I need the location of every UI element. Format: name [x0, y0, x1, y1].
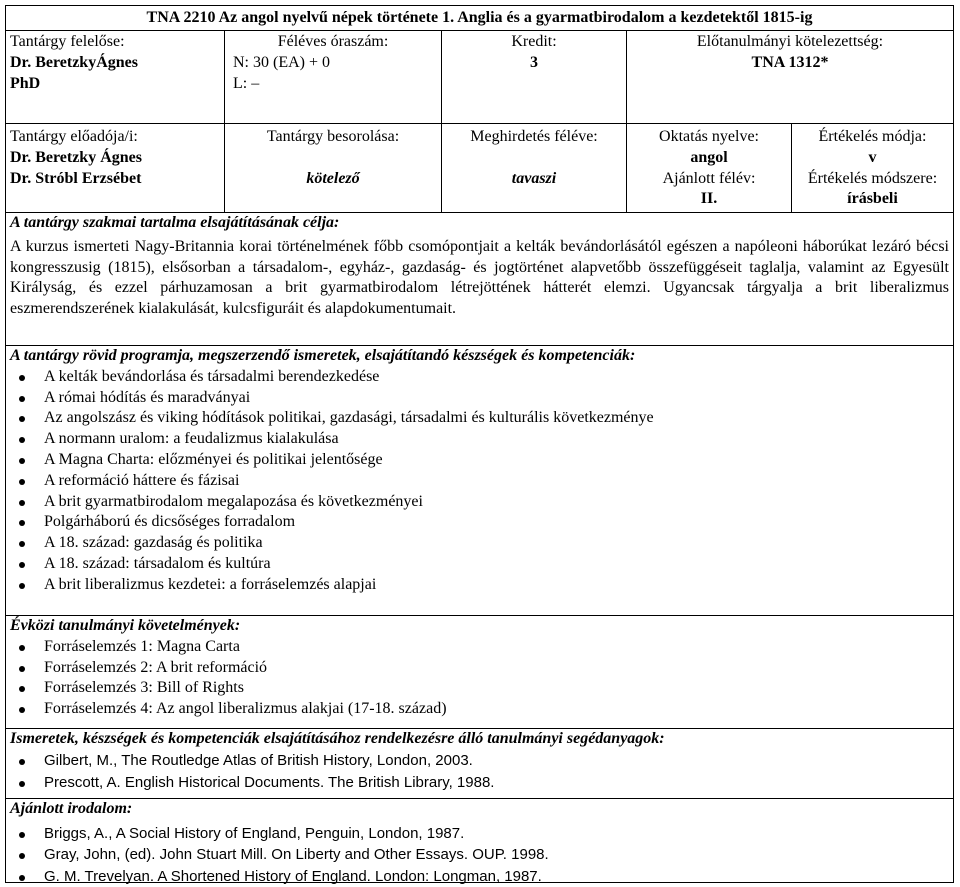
hours-cell	[224, 31, 441, 123]
program-list	[10, 367, 949, 596]
classification-cell	[224, 124, 441, 212]
lecturer-1: Dr. Beretzky Ágnes	[10, 148, 142, 166]
reading-title: Ajánlott irodalom:	[10, 800, 133, 817]
info-row-2	[6, 123, 953, 212]
responsible-label: Tantárgy felelőse:	[10, 33, 125, 50]
credit-value: 3	[530, 53, 538, 71]
list-item: A 18. század: gazdaság és politika	[44, 533, 949, 554]
list-item: A Magna Charta: előzményei és politikai jelentősége	[44, 450, 949, 471]
list-item: Briggs, A., A Social History of England, Penguin, London, 1987.	[44, 824, 949, 844]
responsible-name: Dr. BeretzkyÁgnes	[10, 53, 138, 71]
credit-label: Kredit:	[511, 33, 557, 50]
list-item: Forráselemzés 2: A brit reformáció	[44, 658, 949, 679]
prereq-label: Előtanulmányi kötelezettség:	[696, 33, 884, 50]
rec-semester-value: II.	[700, 190, 718, 208]
lecturer-cell	[6, 124, 224, 212]
prereq-value: TNA 1312*	[751, 53, 829, 71]
classification-value: kötelező	[306, 169, 360, 187]
program-section	[6, 345, 953, 615]
list-item: A brit liberalizmus kezdetei: a forráselemzés alapjai	[44, 575, 949, 596]
list-item: A kelták bevándorlása és társadalmi berendezkedése	[44, 367, 949, 388]
semester-value: tavaszi	[511, 169, 557, 187]
eval-method-label: Értékelés módszere:	[807, 169, 938, 187]
list-item: Forráselemzés 4: Az angol liberalizmus alakjai (17-18. század)	[44, 699, 949, 720]
reading-list	[10, 824, 949, 887]
eval-cell	[791, 124, 953, 212]
classification-label: Tantárgy besorolása:	[266, 128, 400, 145]
language-value: angol	[690, 148, 728, 166]
eval-label: Értékelés módja:	[818, 128, 927, 145]
list-item: A római hódítás és maradványai	[44, 388, 949, 409]
goal-text: A kurzus ismerteti Nagy-Britannia korai történelmének főbb csomópontjait a kelták bevándorlásától egészen a napóleoni háborúkat lezáró bécsi kongresszusig (1815), elsősorban a társadalom-, egyház-, gazdaság- és jogtörténet alapvetőbb összefüggéseit taglalja, valamint az Egyesült Királyság, és ezzel párhuzamosan a brit gyarmatbirodalom létrejöttének hátterét elemzi. Ugyancsak tárgyalja a brit liberalizmus eszmerendszerének kialakulását, kulcsfiguráit és alapdokumentumait.	[10, 237, 949, 318]
hours-l: L: –	[233, 74, 260, 92]
eval-value: v	[868, 148, 877, 166]
list-item: Forráselemzés 1: Magna Carta	[44, 637, 949, 658]
requirements-section	[6, 615, 953, 728]
course-sheet	[5, 5, 954, 883]
list-item: Az angolszász és viking hódítások politikai, gazdasági, társadalmi és kulturális következménye	[44, 408, 949, 429]
list-item: Gilbert, M., The Routledge Atlas of British History, London, 2003.	[44, 751, 949, 771]
list-item: A brit gyarmatbirodalom megalapozása és következményei	[44, 492, 949, 513]
list-item: A 18. század: társadalom és kultúra	[44, 554, 949, 575]
semester-label: Meghirdetés féléve:	[470, 128, 598, 145]
list-item: Gray, John, (ed). John Stuart Mill. On Liberty and Other Essays. OUP. 1998.	[44, 845, 949, 865]
language-cell	[626, 124, 791, 212]
list-item: G. M. Trevelyan. A Shortened History of England. London: Longman, 1987.	[44, 867, 949, 887]
info-row-1	[6, 30, 953, 123]
responsible-cell	[6, 31, 224, 123]
list-item: A reformáció háttere és fázisai	[44, 471, 949, 492]
list-item: Forráselemzés 3: Bill of Rights	[44, 678, 949, 699]
requirements-title: Évközi tanulmányi követelmények:	[10, 617, 241, 634]
requirements-list	[10, 637, 949, 720]
list-item: A normann uralom: a feudalizmus kialakulása	[44, 429, 949, 450]
list-item: Prescott, A. English Historical Documents. The British Library, 1988.	[44, 773, 949, 793]
rec-semester-label: Ajánlott félév:	[662, 169, 756, 187]
language-label: Oktatás nyelve:	[659, 128, 759, 145]
responsible-title: PhD	[10, 74, 41, 92]
course-title: TNA 2210 Az angol nyelvű népek története 1. Anglia és a gyarmatbirodalom a kezdetektől 1815-ig	[146, 9, 813, 26]
goal-title: A tantárgy szakmai tartalma elsajátításának célja:	[10, 214, 340, 231]
semester-cell	[441, 124, 626, 212]
hours-label: Féléves óraszám:	[277, 33, 389, 50]
materials-section	[6, 728, 953, 798]
list-item: Polgárháború és dicsőséges forradalom	[44, 512, 949, 533]
reading-section	[6, 798, 953, 884]
title-row	[6, 6, 953, 30]
program-title: A tantárgy rövid programja, megszerzendő ismeretek, elsajátítandó készségek és kompetenciák:	[10, 347, 636, 364]
materials-list	[10, 751, 949, 793]
eval-method-value: írásbeli	[847, 190, 898, 208]
credit-cell	[441, 31, 626, 123]
prereq-cell	[626, 31, 953, 123]
hours-n: N: 30 (EA) + 0	[233, 53, 331, 71]
lecturer-label: Tantárgy előadója/i:	[10, 128, 138, 145]
lecturer-2: Dr. Stróbl Erzsébet	[10, 169, 142, 187]
materials-title: Ismeretek, készségek és kompetenciák elsajátításához rendelkezésre álló tanulmányi segédanyagok:	[10, 730, 665, 747]
